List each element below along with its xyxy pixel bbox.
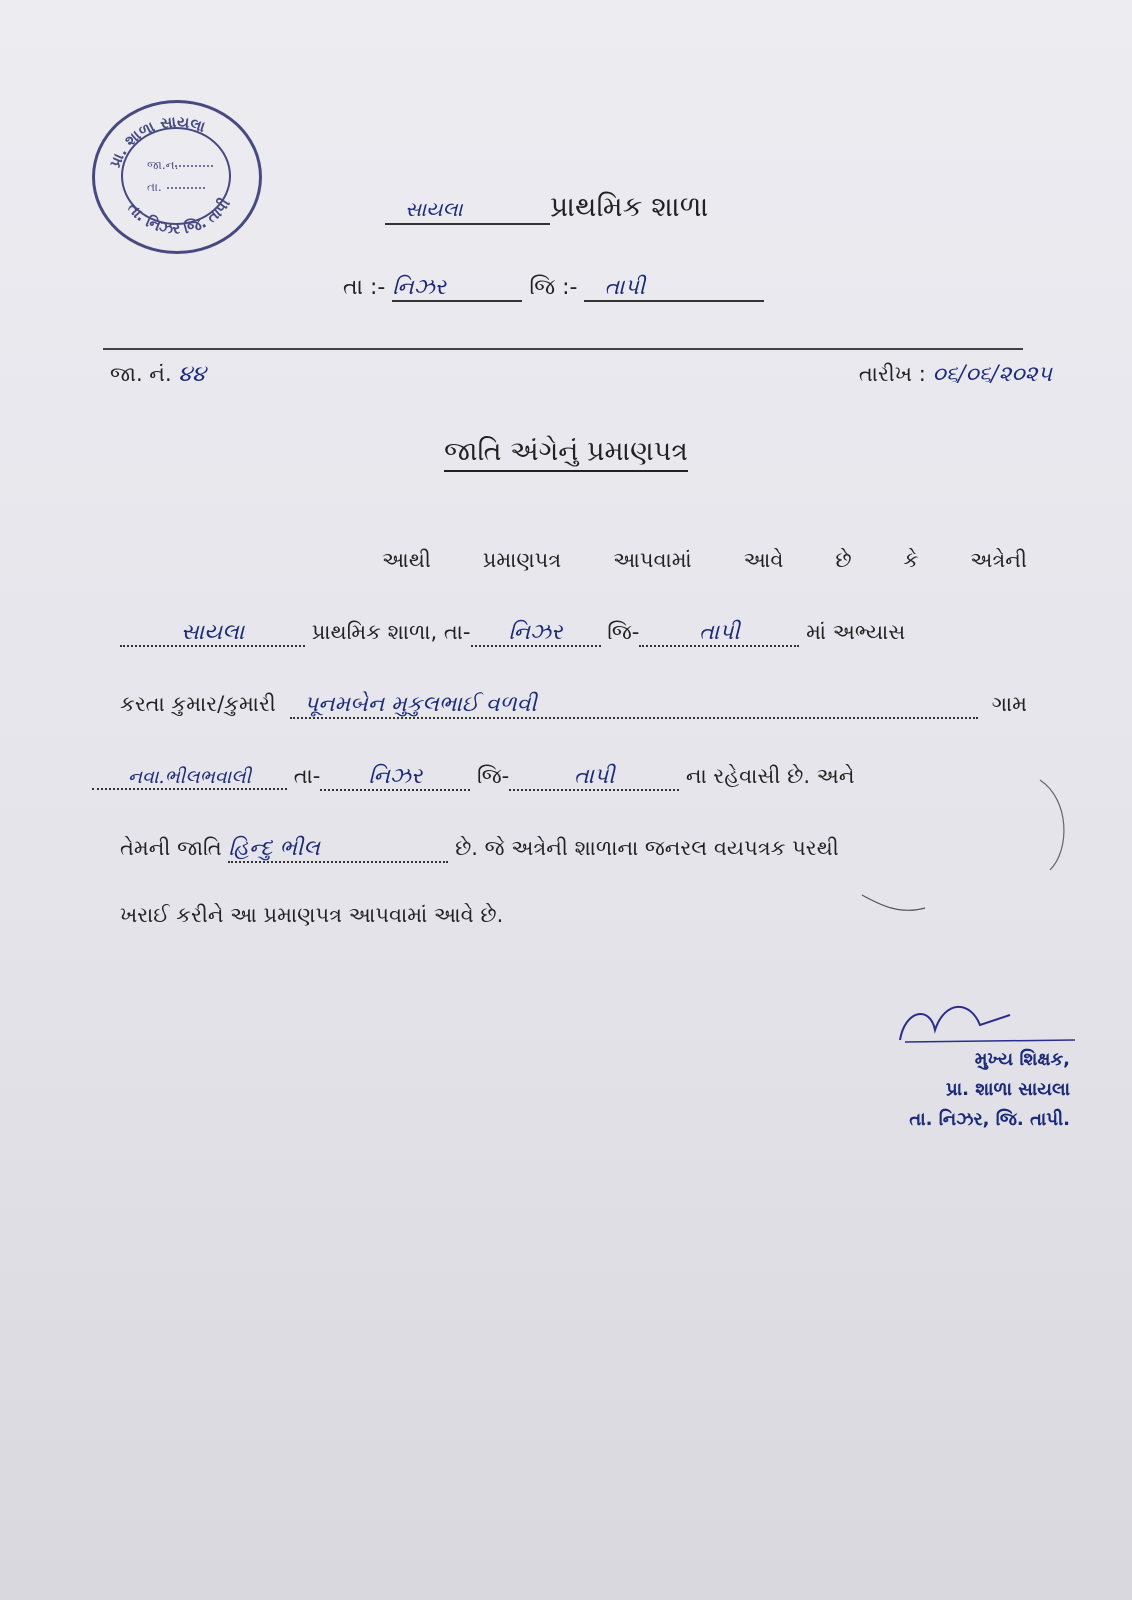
student-name-handwritten: પૂનમબેન મુકુલભાઈ વળવી — [303, 692, 537, 717]
certificate-title: જાતિ અંગેનું પ્રમાણપત્ર — [0, 436, 1132, 468]
village-handwritten: નવા.ભીલભવાલી — [127, 766, 252, 788]
date-label: તારીખ : — [858, 362, 926, 386]
school-suffix: પ્રાથમિક શાળા — [550, 190, 709, 223]
stamp-inner-line1: જા.ન. — [147, 158, 179, 172]
date-value: ૦૬/૦૬/૨૦૨૫ — [932, 362, 1052, 387]
taluka-handwritten: નિઝર — [392, 275, 447, 300]
signatory-school: પ્રા. શાળા સાયલા — [946, 1079, 1070, 1100]
signatory-title: મુખ્ય શિક્ષક, — [974, 1049, 1070, 1070]
district-label: જિ :- — [529, 275, 578, 300]
body-school-handwritten: સાયલા — [180, 620, 245, 645]
outward-label: જા. નં. — [110, 362, 172, 386]
line4-district-handwritten: તાપી — [573, 764, 615, 789]
body-line-6: ખરાઈ કરીને આ પ્રમાણપત્ર આપવામાં આવે છે. — [120, 903, 504, 927]
district-handwritten: તાપી — [604, 275, 646, 300]
caste-handwritten: હિન્દુ ભીલ — [228, 836, 320, 861]
signatory-place: તા. નિઝર, જિ. તાપી. — [909, 1109, 1070, 1130]
body-line-3: કરતા કુમાર/કુમારી પૂનમબેન મુકુલભાઈ વળવી ગામ — [120, 692, 1027, 717]
outward-number-value: ૪૪ — [178, 362, 206, 387]
school-name-handwritten: સાયલા — [405, 197, 463, 221]
signature-block — [880, 1045, 1070, 1135]
line4-taluka-handwritten: નિઝર — [368, 764, 423, 789]
body-taluka-handwritten: નિઝર — [508, 620, 563, 645]
stamp-bottom-text: તા. નિઝર જિ. તાપી — [123, 194, 234, 238]
stamp-inner-line2: તા. — [147, 180, 162, 194]
body-line-2: સાયલા પ્રાથમિક શાળા, તા- નિઝર જિ- તાપી માં અભ્યાસ — [120, 620, 905, 647]
body-line-1: આથી પ્રમાણપત્ર આપવામાં આવે છે કે અત્રેની — [382, 548, 1027, 572]
body-line-4: નવા.ભીલભવાલી તા- નિઝર જિ- તાપી ના રહેવાસી છે. અને — [92, 764, 854, 791]
stamp-top-text: પ્રા. શાળા સાયલા — [105, 112, 208, 171]
body-line-5: તેમની જાતિ હિન્દુ ભીલ છે. જે અત્રેની શાળાના જનરલ વયપત્રક પરથી — [120, 836, 839, 861]
body-district-handwritten: તાપી — [699, 620, 740, 645]
taluka-label: તા :- — [343, 275, 386, 300]
